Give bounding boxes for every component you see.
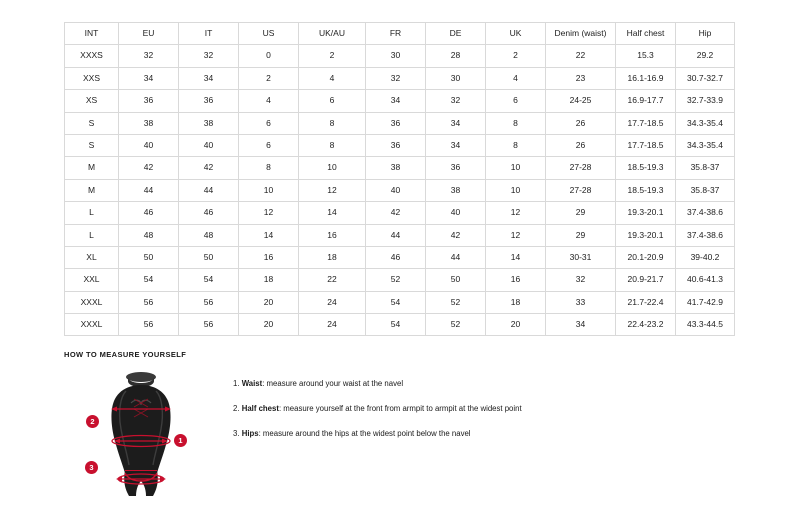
table-body — [65, 45, 735, 336]
measure-badge-2: 2 — [86, 415, 99, 428]
cell-half-chest: 16.1-16.9 — [616, 67, 676, 89]
cell-us: 18 — [239, 269, 299, 291]
cell-half-chest: 18.5-19.3 — [616, 179, 676, 201]
measure-item-text: : measure yourself at the front from armpit to armpit at the widest point — [278, 404, 522, 414]
cell-hip: 29.2 — [676, 45, 735, 67]
cell-fr: 38 — [366, 157, 426, 179]
cell-eu: 42 — [119, 157, 179, 179]
cell-it: 32 — [179, 45, 239, 67]
cell-uk-au: 14 — [299, 202, 366, 224]
measure-item-number: 3. — [233, 429, 240, 439]
table-header-row — [65, 23, 735, 45]
cell-denim-waist: 26 — [546, 112, 616, 134]
measure-item-text: : measure around your waist at the navel — [262, 379, 404, 388]
column-header-it: IT — [179, 23, 239, 45]
cell-hip: 39-40.2 — [676, 246, 735, 268]
cell-us: 20 — [239, 291, 299, 313]
cell-us: 14 — [239, 224, 299, 246]
cell-uk-au: 4 — [299, 67, 366, 89]
cell-denim-waist: 23 — [546, 67, 616, 89]
cell-uk-au: 22 — [299, 269, 366, 291]
cell-half-chest: 17.7-18.5 — [616, 112, 676, 134]
cell-hip: 34.3-35.4 — [676, 112, 735, 134]
cell-it: 42 — [179, 157, 239, 179]
cell-half-chest: 17.7-18.5 — [616, 134, 676, 156]
cell-de: 52 — [426, 291, 486, 313]
how-to-measure-section — [64, 350, 764, 504]
cell-us: 20 — [239, 314, 299, 336]
cell-hip: 37.4-38.6 — [676, 202, 735, 224]
table-row — [65, 179, 735, 201]
cell-hip: 41.7-42.9 — [676, 291, 735, 313]
cell-uk-au: 2 — [299, 45, 366, 67]
measure-badge-3: 3 — [85, 461, 98, 474]
cell-uk-au: 10 — [299, 157, 366, 179]
cell-us: 10 — [239, 179, 299, 201]
cell-eu: 44 — [119, 179, 179, 201]
cell-eu: 32 — [119, 45, 179, 67]
cell-denim-waist: 32 — [546, 269, 616, 291]
cell-de: 52 — [426, 314, 486, 336]
measure-item-term: Half chest — [241, 404, 279, 414]
cell-uk: 20 — [486, 314, 546, 336]
cell-hip: 40.6-41.3 — [676, 269, 735, 291]
cell-denim-waist: 30-31 — [546, 246, 616, 268]
cell-fr: 36 — [366, 134, 426, 156]
cell-half-chest: 15.3 — [616, 45, 676, 67]
column-header-denim-waist: Denim (waist) — [546, 23, 616, 45]
cell-de: 38 — [426, 179, 486, 201]
cell-us: 6 — [239, 134, 299, 156]
cell-fr: 54 — [366, 314, 426, 336]
cell-half-chest: 18.5-19.3 — [616, 157, 676, 179]
cell-eu: 50 — [119, 246, 179, 268]
cell-uk: 10 — [486, 157, 546, 179]
cell-uk-au: 24 — [299, 314, 366, 336]
table-row — [65, 134, 735, 156]
cell-uk-au: 8 — [299, 134, 366, 156]
size-chart-table — [64, 22, 735, 336]
cell-denim-waist: 33 — [546, 291, 616, 313]
cell-uk: 12 — [486, 202, 546, 224]
cell-hip: 30.7-32.7 — [676, 67, 735, 89]
cell-eu: 54 — [119, 269, 179, 291]
cell-us: 6 — [239, 112, 299, 134]
cell-uk-au: 18 — [299, 246, 366, 268]
list-item — [233, 404, 522, 414]
cell-fr: 44 — [366, 224, 426, 246]
cell-it: 36 — [179, 90, 239, 112]
table-header — [65, 23, 735, 45]
cell-eu: 56 — [119, 314, 179, 336]
table-row — [65, 67, 735, 89]
cell-int: S — [65, 112, 119, 134]
cell-us: 4 — [239, 90, 299, 112]
cell-it: 44 — [179, 179, 239, 201]
cell-fr: 52 — [366, 269, 426, 291]
column-header-eu: EU — [119, 23, 179, 45]
cell-de: 30 — [426, 67, 486, 89]
measure-item-number: 1. — [233, 379, 240, 388]
cell-int: XXXL — [65, 314, 119, 336]
cell-fr: 46 — [366, 246, 426, 268]
cell-uk: 6 — [486, 90, 546, 112]
column-header-hip: Hip — [676, 23, 735, 45]
cell-half-chest: 19.3-20.1 — [616, 224, 676, 246]
cell-fr: 34 — [366, 90, 426, 112]
cell-de: 40 — [426, 202, 486, 224]
table-row — [65, 90, 735, 112]
table-row — [65, 314, 735, 336]
table-row — [65, 224, 735, 246]
cell-eu: 34 — [119, 67, 179, 89]
table-row — [65, 157, 735, 179]
measure-badge-1: 1 — [174, 434, 187, 447]
cell-int: XXXL — [65, 291, 119, 313]
cell-uk: 18 — [486, 291, 546, 313]
cell-us: 2 — [239, 67, 299, 89]
measure-item-term: Hips — [241, 429, 259, 439]
cell-hip: 43.3-44.5 — [676, 314, 735, 336]
cell-de: 42 — [426, 224, 486, 246]
cell-half-chest: 16.9-17.7 — [616, 90, 676, 112]
list-item — [233, 379, 522, 389]
cell-it: 50 — [179, 246, 239, 268]
cell-uk-au: 8 — [299, 112, 366, 134]
list-item — [233, 429, 522, 439]
cell-denim-waist: 29 — [546, 224, 616, 246]
measure-item-term: Waist — [241, 379, 263, 388]
cell-eu: 48 — [119, 224, 179, 246]
how-to-measure-body — [64, 369, 764, 504]
cell-uk-au: 24 — [299, 291, 366, 313]
cell-eu: 36 — [119, 90, 179, 112]
table-row — [65, 291, 735, 313]
cell-it: 34 — [179, 67, 239, 89]
cell-denim-waist: 34 — [546, 314, 616, 336]
how-to-measure-title: HOW TO MEASURE YOURSELF — [64, 350, 187, 359]
cell-hip: 32.7-33.9 — [676, 90, 735, 112]
measure-item-number: 2. — [233, 404, 240, 414]
cell-de: 28 — [426, 45, 486, 67]
cell-eu: 40 — [119, 134, 179, 156]
cell-eu: 46 — [119, 202, 179, 224]
cell-denim-waist: 27-28 — [546, 157, 616, 179]
cell-int: L — [65, 202, 119, 224]
cell-uk-au: 12 — [299, 179, 366, 201]
cell-it: 38 — [179, 112, 239, 134]
cell-it: 56 — [179, 314, 239, 336]
cell-denim-waist: 26 — [546, 134, 616, 156]
cell-half-chest: 20.9-21.7 — [616, 269, 676, 291]
mannequin-figure — [84, 369, 199, 504]
cell-int: M — [65, 179, 119, 201]
column-header-half-chest: Half chest — [616, 23, 676, 45]
column-header-uk-au: UK/AU — [299, 23, 366, 45]
table-row — [65, 269, 735, 291]
cell-hip: 35.8-37 — [676, 157, 735, 179]
cell-de: 36 — [426, 157, 486, 179]
cell-denim-waist: 24-25 — [546, 90, 616, 112]
cell-denim-waist: 29 — [546, 202, 616, 224]
cell-de: 34 — [426, 112, 486, 134]
column-header-de: DE — [426, 23, 486, 45]
cell-uk: 2 — [486, 45, 546, 67]
cell-de: 34 — [426, 134, 486, 156]
cell-uk: 12 — [486, 224, 546, 246]
cell-half-chest: 22.4-23.2 — [616, 314, 676, 336]
cell-it: 46 — [179, 202, 239, 224]
cell-fr: 32 — [366, 67, 426, 89]
cell-fr: 42 — [366, 202, 426, 224]
cell-int: M — [65, 157, 119, 179]
cell-de: 50 — [426, 269, 486, 291]
cell-fr: 36 — [366, 112, 426, 134]
cell-int: XXXS — [65, 45, 119, 67]
cell-uk-au: 16 — [299, 224, 366, 246]
cell-denim-waist: 27-28 — [546, 179, 616, 201]
cell-half-chest: 21.7-22.4 — [616, 291, 676, 313]
table-row — [65, 246, 735, 268]
table-row — [65, 112, 735, 134]
cell-fr: 40 — [366, 179, 426, 201]
cell-uk-au: 6 — [299, 90, 366, 112]
column-header-us: US — [239, 23, 299, 45]
measure-item-text: : measure around the hips at the widest point below the navel — [258, 429, 471, 439]
cell-hip: 34.3-35.4 — [676, 134, 735, 156]
cell-uk: 8 — [486, 134, 546, 156]
cell-int: XXS — [65, 67, 119, 89]
cell-uk: 16 — [486, 269, 546, 291]
cell-int: XXL — [65, 269, 119, 291]
cell-us: 12 — [239, 202, 299, 224]
column-header-fr: FR — [366, 23, 426, 45]
cell-it: 54 — [179, 269, 239, 291]
cell-int: S — [65, 134, 119, 156]
column-header-uk: UK — [486, 23, 546, 45]
cell-eu: 38 — [119, 112, 179, 134]
size-chart-table-container — [64, 22, 734, 336]
cell-half-chest: 19.3-20.1 — [616, 202, 676, 224]
cell-uk: 14 — [486, 246, 546, 268]
table-row — [65, 202, 735, 224]
table-row — [65, 45, 735, 67]
cell-uk: 8 — [486, 112, 546, 134]
cell-int: XL — [65, 246, 119, 268]
column-header-int: INT — [65, 23, 119, 45]
cell-us: 16 — [239, 246, 299, 268]
measure-instructions-list — [233, 369, 522, 454]
cell-denim-waist: 22 — [546, 45, 616, 67]
cell-half-chest: 20.1-20.9 — [616, 246, 676, 268]
cell-us: 0 — [239, 45, 299, 67]
cell-uk: 10 — [486, 179, 546, 201]
cell-it: 40 — [179, 134, 239, 156]
cell-int: L — [65, 224, 119, 246]
cell-hip: 37.4-38.6 — [676, 224, 735, 246]
cell-uk: 4 — [486, 67, 546, 89]
cell-eu: 56 — [119, 291, 179, 313]
cell-de: 44 — [426, 246, 486, 268]
cell-it: 48 — [179, 224, 239, 246]
cell-it: 56 — [179, 291, 239, 313]
cell-int: XS — [65, 90, 119, 112]
cell-fr: 54 — [366, 291, 426, 313]
cell-us: 8 — [239, 157, 299, 179]
cell-hip: 35.8-37 — [676, 179, 735, 201]
cell-de: 32 — [426, 90, 486, 112]
cell-fr: 30 — [366, 45, 426, 67]
